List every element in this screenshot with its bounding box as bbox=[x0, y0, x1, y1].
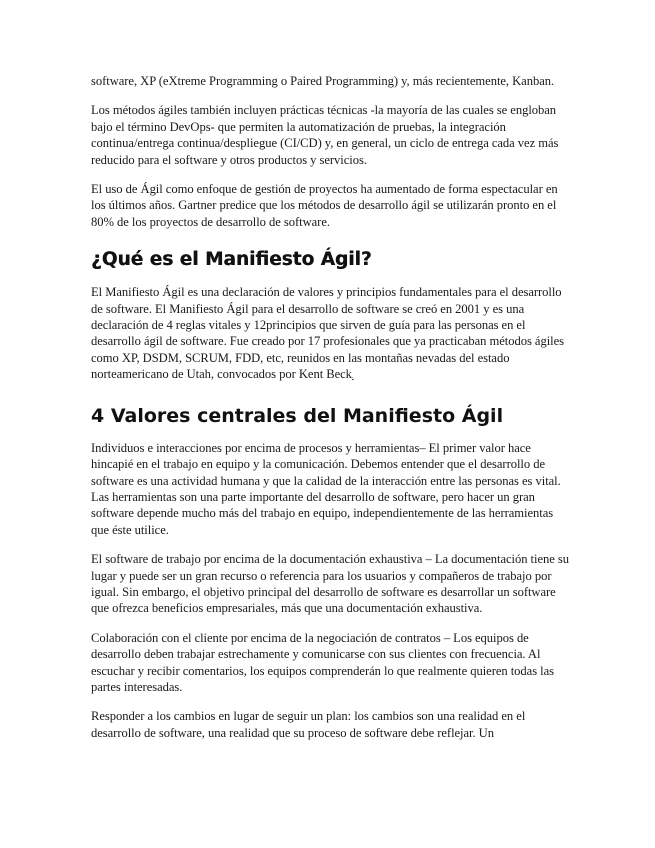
section-heading-values: 4 Valores centrales del Manifiesto Ágil bbox=[91, 404, 504, 427]
document-page bbox=[91, 73, 569, 754]
manifesto-paragraph bbox=[91, 284, 569, 384]
value-paragraph-individuals: Individuos e interacciones por encima de procesos y herramientas– El primer valor hace hincapié en el trabajo en equipo y la comunicación. Debemos entender que el desarrollo de software es una actividad humana y que la calidad de la interacción entre las personas es vital. Las herramientas son una parte importante del desarrollo de software, pero hacer un gran software depende mucho más del trabajo en equipo, independientemente de las herramientas que éste utilice. bbox=[91, 440, 561, 537]
value-paragraph-change: Responder a los cambios en lugar de seguir un plan: los cambios son una realidad en el desarrollo de software, una realidad que su proceso de software debe reflejar. Un bbox=[91, 709, 526, 740]
intro-paragraph-1: software, XP (eXtreme Programming o Paired Programming) y, más recientemente, Kanban. bbox=[91, 74, 555, 88]
intro-paragraph-3: El uso de Ágil como enfoque de gestión de proyectos ha aumentado de forma espectacular en los últimos años. Gartner predice que los métodos de desarrollo ágil se utilizarán pronto en el 80% de los proyectos de desarrollo de software. bbox=[91, 182, 558, 229]
section-heading-manifesto: ¿Qué es el Manifiesto Ágil? bbox=[91, 249, 372, 271]
intro-paragraph-2: Los métodos ágiles también incluyen prácticas técnicas -la mayoría de las cuales se engloban bajo el término DevOps- que permiten la automatización de pruebas, la integración continua/entrega continua/despliegue (CI/CD) y, en general, un ciclo de entrega cada vez más reducido para el software y otros productos y servicios. bbox=[91, 103, 559, 167]
manifesto-paragraph-text: El Manifiesto Ágil es una declaración de valores y principios fundamentales para el desarrollo de software. El Manifiesto Ágil para el desarrollo de software se creó en 2001 y es una declaración de 4 reglas vitales y 12principios que sirven de guía para las personas en el desarrollo ágil de software. Fue creado por 17 profesionales que ya practicaban métodos ágiles como XP, DSDM, SCRUM, FDD, etc, reunidos en las montañas nevadas del estado norteamericano de Utah, convocados por Kent Beck bbox=[91, 285, 564, 382]
footnote-link[interactable]: . bbox=[351, 372, 354, 381]
value-paragraph-collaboration: Colaboración con el cliente por encima de la negociación de contratos – Los equipos de desarrollo deben trabajar estrechamente y comunicarse con sus clientes con frecuencia. Al escuchar y recibir comentarios, los equipos comprenderán lo que realmente quieren todas las partes interesadas. bbox=[91, 630, 554, 694]
value-paragraph-software: El software de trabajo por encima de la documentación exhaustiva – La documentación tiene su lugar y puede ser un gran recurso o referencia para los usuarios y compañeros de trabajo por igual. Sin embargo, el objetivo principal del desarrollo de software es desarrollar un software que ofrezca beneficios empresariales, más que una documentación exhaustiva. bbox=[91, 552, 569, 616]
